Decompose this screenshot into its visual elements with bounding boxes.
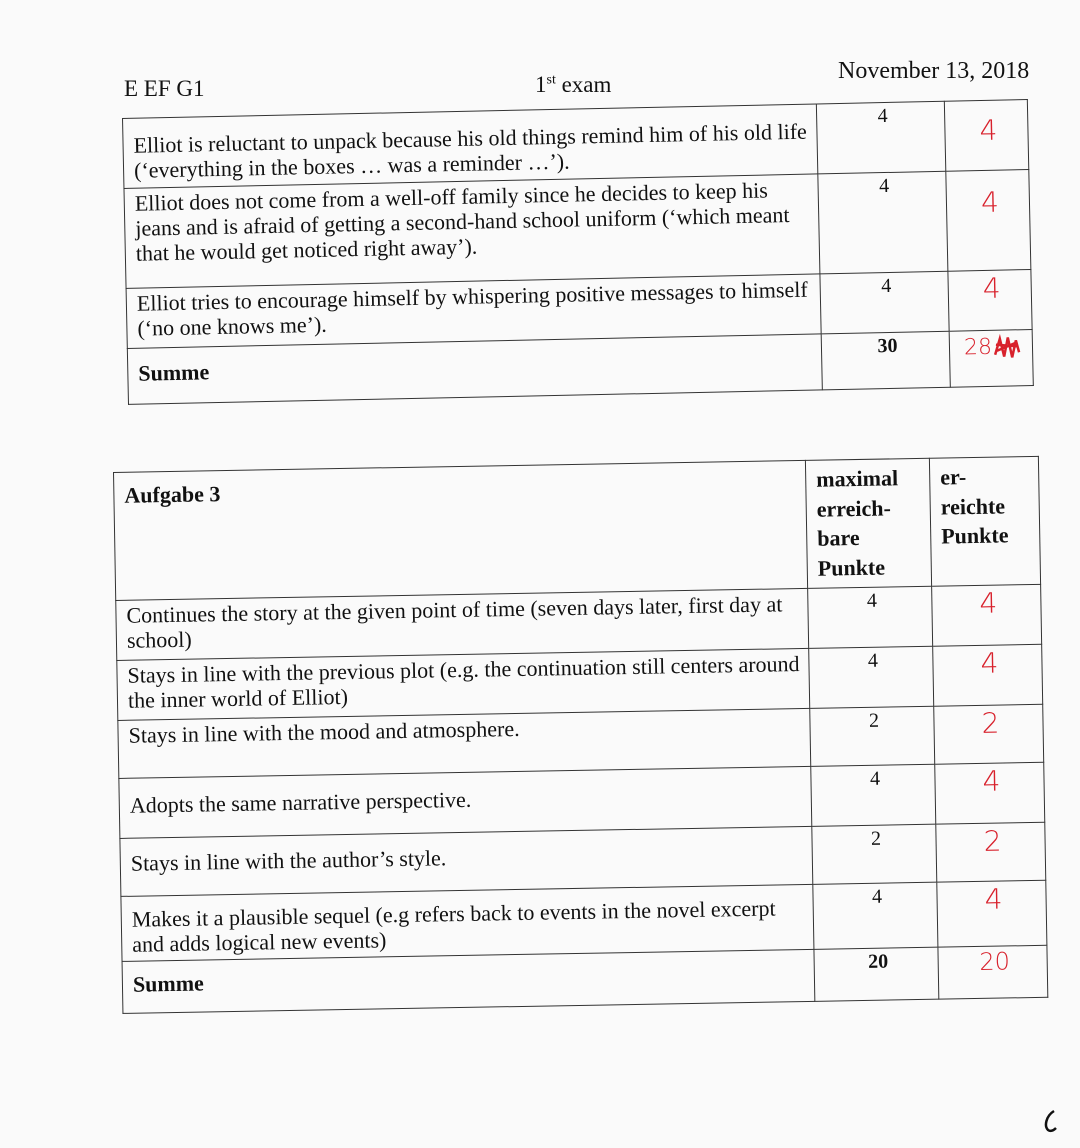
- sum-max-points: 30: [821, 331, 950, 390]
- max-points-cell: 4: [816, 101, 945, 173]
- max-points-cell: 2: [810, 706, 935, 766]
- scribble-correction-icon: [992, 332, 1023, 363]
- max-points-cell: 4: [809, 646, 934, 708]
- course-code: E EF G1: [124, 76, 205, 101]
- max-points-cell: 4: [813, 882, 938, 950]
- grading-table-aufgabe-3: [113, 456, 1048, 1014]
- sum-achieved-points: 20: [938, 946, 1048, 1000]
- achieved-points-header: er- reichte Punkte: [929, 456, 1040, 586]
- achieved-points-cell: 2: [936, 822, 1046, 882]
- table-header-row: [114, 456, 1041, 600]
- exam-ordinal: st: [546, 72, 556, 88]
- max-points-header: maximal erreich- bare Punkte: [805, 458, 931, 588]
- table-row: [124, 169, 1031, 288]
- criterion-cell: Stays in line with the author’s style.: [120, 826, 813, 896]
- pen-mark-icon: [1040, 1108, 1062, 1134]
- criterion-cell: Continues the story at the given point of time (seven days later, first day at school): [116, 588, 809, 660]
- exam-date: November 13, 2018: [838, 58, 1030, 84]
- achieved-points-cell: 4: [932, 584, 1042, 646]
- criterion-cell: Elliot tries to encourage himself by whispering positive messages to himself (‘no one knows me’).: [126, 274, 821, 349]
- achieved-points-cell: 4: [935, 762, 1045, 824]
- criterion-cell: Elliot is reluctant to unpack because his old things remind him of his old life (‘everything in the boxes … was a reminder …’).: [123, 104, 818, 188]
- criterion-cell: Elliot does not come from a well-off family since he decides to keep his jeans and is afraid of getting a second-hand school uniform (‘which meant that he would get noticed right away’).: [124, 174, 820, 289]
- criterion-cell: Stays in line with the mood and atmosphere.: [118, 708, 811, 778]
- exam-word: exam: [561, 72, 612, 97]
- achieved-points-cell: 4: [948, 269, 1032, 331]
- achieved-points-cell: 4: [946, 169, 1031, 271]
- criterion-cell: Adopts the same narrative perspective.: [119, 766, 812, 838]
- max-points-cell: 4: [808, 586, 933, 648]
- achieved-points-cell: 4: [937, 880, 1047, 947]
- max-points-cell: 4: [811, 764, 936, 826]
- max-points-cell: 4: [818, 171, 948, 274]
- sum-achieved-cell: [949, 329, 1033, 387]
- grading-table-1: [122, 99, 1034, 405]
- sum-label: Summe: [122, 950, 815, 1014]
- page-header: [0, 0, 1080, 110]
- sum-label: Summe: [127, 333, 822, 404]
- criterion-cell: Stays in line with the previous plot (e.g. the continuation still centers around the inner world of Elliot): [117, 648, 810, 720]
- criterion-cell: Makes it a plausible sequel (e.g refers back to events in the novel excerpt and adds logical new events): [121, 884, 814, 962]
- max-points-cell: 4: [820, 271, 949, 334]
- task-title: Aufgabe 3: [114, 460, 808, 600]
- max-points-cell: 2: [812, 824, 937, 884]
- sum-achieved-points: 28: [963, 334, 993, 361]
- exam-label: [535, 72, 611, 98]
- achieved-points-cell: 4: [933, 644, 1043, 706]
- exam-number: 1: [535, 72, 547, 97]
- achieved-points-cell: 4: [944, 100, 1028, 171]
- sum-max-points: 20: [814, 948, 939, 1002]
- achieved-points-cell: 2: [934, 704, 1044, 764]
